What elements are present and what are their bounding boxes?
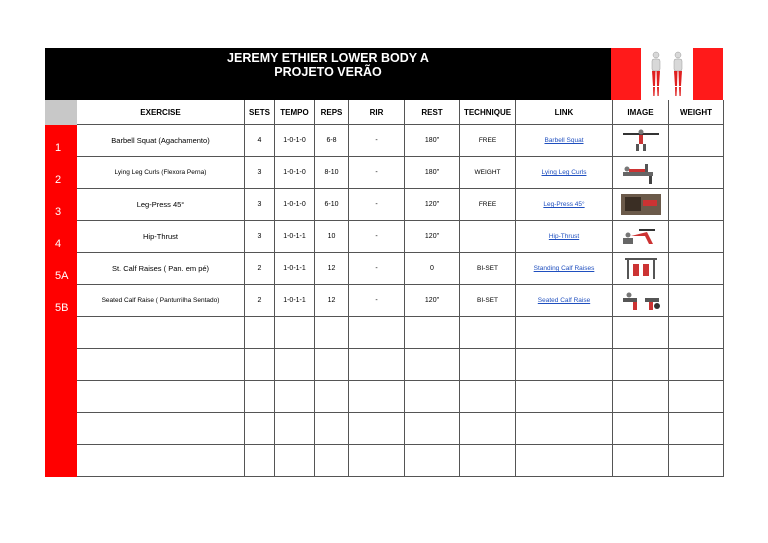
exercise-row [46, 253, 724, 285]
empty-row [46, 413, 724, 445]
empty-cell[interactable] [275, 349, 315, 381]
empty-cell[interactable] [77, 445, 245, 477]
empty-cell[interactable] [613, 445, 669, 477]
empty-cell[interactable] [613, 349, 669, 381]
tempo-value[interactable]: 1-0-1-1 [275, 285, 315, 317]
exercise-link[interactable]: Seated Calf Raise [516, 285, 613, 317]
col-header-weight: WEIGHT [669, 100, 724, 125]
exercise-link[interactable]: Leg-Press 45° [516, 189, 613, 221]
exercise-table [45, 100, 724, 477]
anatomy-legs-muscles-icon [641, 48, 693, 100]
column-header-row [46, 100, 724, 125]
exercise-row [46, 285, 724, 317]
sets-value[interactable]: 3 [245, 189, 275, 221]
exercise-name[interactable]: Barbell Squat (Agachamento) [77, 125, 245, 157]
row-number [46, 413, 77, 445]
rest-value[interactable]: 0 [405, 253, 460, 285]
empty-row [46, 349, 724, 381]
empty-cell[interactable] [460, 317, 516, 349]
empty-cell[interactable] [460, 381, 516, 413]
standing-calf-raise-icon [619, 256, 663, 280]
empty-cell[interactable] [516, 381, 613, 413]
exercise-name[interactable]: Hip-Thrust [77, 221, 245, 253]
exercise-name[interactable]: Leg-Press 45° [77, 189, 245, 221]
exercise-link[interactable]: Barbell Squat [516, 125, 613, 157]
col-header-reps: REPS [315, 100, 349, 125]
col-header-image: IMAGE [613, 100, 669, 125]
exercise-name[interactable]: Lying Leg Curls (Flexora Perna) [77, 157, 245, 189]
sets-value[interactable]: 2 [245, 253, 275, 285]
sets-value[interactable]: 3 [245, 221, 275, 253]
empty-cell[interactable] [349, 413, 405, 445]
empty-cell[interactable] [245, 413, 275, 445]
empty-cell[interactable] [245, 317, 275, 349]
image-cell [613, 253, 669, 285]
header-index-cell [46, 100, 77, 125]
technique-value[interactable]: BI-SET [460, 285, 516, 317]
empty-cell[interactable] [405, 349, 460, 381]
empty-cell[interactable] [613, 317, 669, 349]
exercise-link[interactable]: Hip-Thrust [516, 221, 613, 253]
empty-cell[interactable] [669, 317, 724, 349]
empty-cell[interactable] [349, 445, 405, 477]
empty-row [46, 381, 724, 413]
empty-cell[interactable] [77, 317, 245, 349]
empty-cell[interactable] [669, 381, 724, 413]
sets-value[interactable]: 4 [245, 125, 275, 157]
empty-cell[interactable] [405, 445, 460, 477]
empty-row [46, 445, 724, 477]
empty-cell[interactable] [516, 413, 613, 445]
empty-cell[interactable] [405, 381, 460, 413]
row-number: 1 [46, 125, 77, 157]
sheet-header [45, 48, 723, 100]
row-number: 4 [46, 221, 77, 253]
row-number: 5B [46, 285, 77, 317]
col-header-tempo: TEMPO [275, 100, 315, 125]
empty-cell[interactable] [77, 349, 245, 381]
row-number: 2 [46, 157, 77, 189]
col-header-link: LINK [516, 100, 613, 125]
seated-calf-raise-icon [619, 288, 663, 312]
empty-cell[interactable] [613, 381, 669, 413]
rir-value[interactable]: - [349, 221, 405, 253]
reps-value[interactable]: 8-10 [315, 157, 349, 189]
weight-input[interactable] [669, 125, 724, 157]
weight-input[interactable] [669, 189, 724, 221]
empty-cell[interactable] [275, 381, 315, 413]
empty-cell[interactable] [315, 317, 349, 349]
exercise-link[interactable]: Standing Calf Raises [516, 253, 613, 285]
empty-cell[interactable] [460, 445, 516, 477]
exercise-row [46, 221, 724, 253]
tempo-value[interactable]: 1-0-1-0 [275, 125, 315, 157]
leg-curl-icon [619, 160, 663, 184]
col-header-exercise: EXERCISE [77, 100, 245, 125]
technique-value[interactable]: FREE [460, 189, 516, 221]
empty-cell[interactable] [245, 445, 275, 477]
empty-cell[interactable] [315, 381, 349, 413]
reps-value[interactable]: 12 [315, 253, 349, 285]
empty-cell[interactable] [315, 349, 349, 381]
empty-cell[interactable] [669, 413, 724, 445]
tempo-value[interactable]: 1-0-1-1 [275, 221, 315, 253]
technique-value[interactable]: FREE [460, 125, 516, 157]
empty-cell[interactable] [349, 349, 405, 381]
image-cell [613, 221, 669, 253]
empty-cell[interactable] [349, 381, 405, 413]
leg-press-icon [619, 192, 663, 216]
empty-cell[interactable] [349, 317, 405, 349]
tempo-value[interactable]: 1-0-1-0 [275, 189, 315, 221]
barbell-squat-icon [619, 128, 663, 152]
empty-cell[interactable] [613, 413, 669, 445]
empty-cell[interactable] [460, 413, 516, 445]
rest-value[interactable]: 120" [405, 221, 460, 253]
tempo-value[interactable]: 1-0-1-0 [275, 157, 315, 189]
rir-value[interactable]: - [349, 157, 405, 189]
empty-cell[interactable] [77, 413, 245, 445]
rest-value[interactable]: 120" [405, 189, 460, 221]
row-number [46, 317, 77, 349]
exercise-link[interactable]: Lying Leg Curls [516, 157, 613, 189]
empty-cell[interactable] [669, 349, 724, 381]
empty-cell[interactable] [245, 349, 275, 381]
empty-cell[interactable] [77, 381, 245, 413]
workout-sheet [45, 48, 723, 477]
exercise-row [46, 189, 724, 221]
empty-cell[interactable] [516, 349, 613, 381]
empty-cell[interactable] [405, 413, 460, 445]
sets-value[interactable]: 2 [245, 285, 275, 317]
reps-value[interactable]: 10 [315, 221, 349, 253]
exercise-name[interactable]: St. Calf Raises ( Pan. em pé) [77, 253, 245, 285]
title-line-1: JEREMY ETHIER LOWER BODY A [227, 51, 429, 65]
row-number [46, 445, 77, 477]
empty-cell[interactable] [516, 445, 613, 477]
weight-input[interactable] [669, 285, 724, 317]
empty-cell[interactable] [275, 445, 315, 477]
rest-value[interactable]: 120" [405, 285, 460, 317]
sets-value[interactable]: 3 [245, 157, 275, 189]
sheet-title [45, 51, 611, 79]
title-line-2: PROJETO VERÃO [274, 65, 382, 79]
row-number: 5A [46, 253, 77, 285]
weight-input[interactable] [669, 221, 724, 253]
row-number [46, 381, 77, 413]
col-header-rir: RIR [349, 100, 405, 125]
col-header-sets: SETS [245, 100, 275, 125]
rir-value[interactable]: - [349, 189, 405, 221]
exercise-name[interactable]: Seated Calf Raise ( Panturrilha Sentado) [77, 285, 245, 317]
weight-input[interactable] [669, 253, 724, 285]
image-cell [613, 125, 669, 157]
technique-value[interactable] [460, 221, 516, 253]
exercise-row [46, 157, 724, 189]
empty-row [46, 317, 724, 349]
rest-value[interactable]: 180" [405, 157, 460, 189]
rir-value[interactable]: - [349, 125, 405, 157]
technique-value[interactable]: BI-SET [460, 253, 516, 285]
empty-cell[interactable] [275, 413, 315, 445]
reps-value[interactable]: 6-8 [315, 125, 349, 157]
empty-cell[interactable] [245, 381, 275, 413]
exercise-row [46, 125, 724, 157]
empty-cell[interactable] [405, 317, 460, 349]
col-header-technique: TECHNIQUE [460, 100, 516, 125]
technique-value[interactable]: WEIGHT [460, 157, 516, 189]
col-header-rest: REST [405, 100, 460, 125]
tempo-value[interactable]: 1-0-1-1 [275, 253, 315, 285]
rir-value[interactable]: - [349, 285, 405, 317]
empty-cell[interactable] [275, 317, 315, 349]
reps-value[interactable]: 6-10 [315, 189, 349, 221]
weight-input[interactable] [669, 157, 724, 189]
empty-cell[interactable] [315, 413, 349, 445]
empty-cell[interactable] [669, 445, 724, 477]
empty-cell[interactable] [516, 317, 613, 349]
row-number: 3 [46, 189, 77, 221]
empty-cell[interactable] [315, 445, 349, 477]
row-number [46, 349, 77, 381]
rir-value[interactable]: - [349, 253, 405, 285]
rest-value[interactable]: 180" [405, 125, 460, 157]
reps-value[interactable]: 12 [315, 285, 349, 317]
hip-thrust-icon [619, 224, 663, 248]
image-cell [613, 157, 669, 189]
image-cell [613, 189, 669, 221]
image-cell [613, 285, 669, 317]
empty-cell[interactable] [460, 349, 516, 381]
